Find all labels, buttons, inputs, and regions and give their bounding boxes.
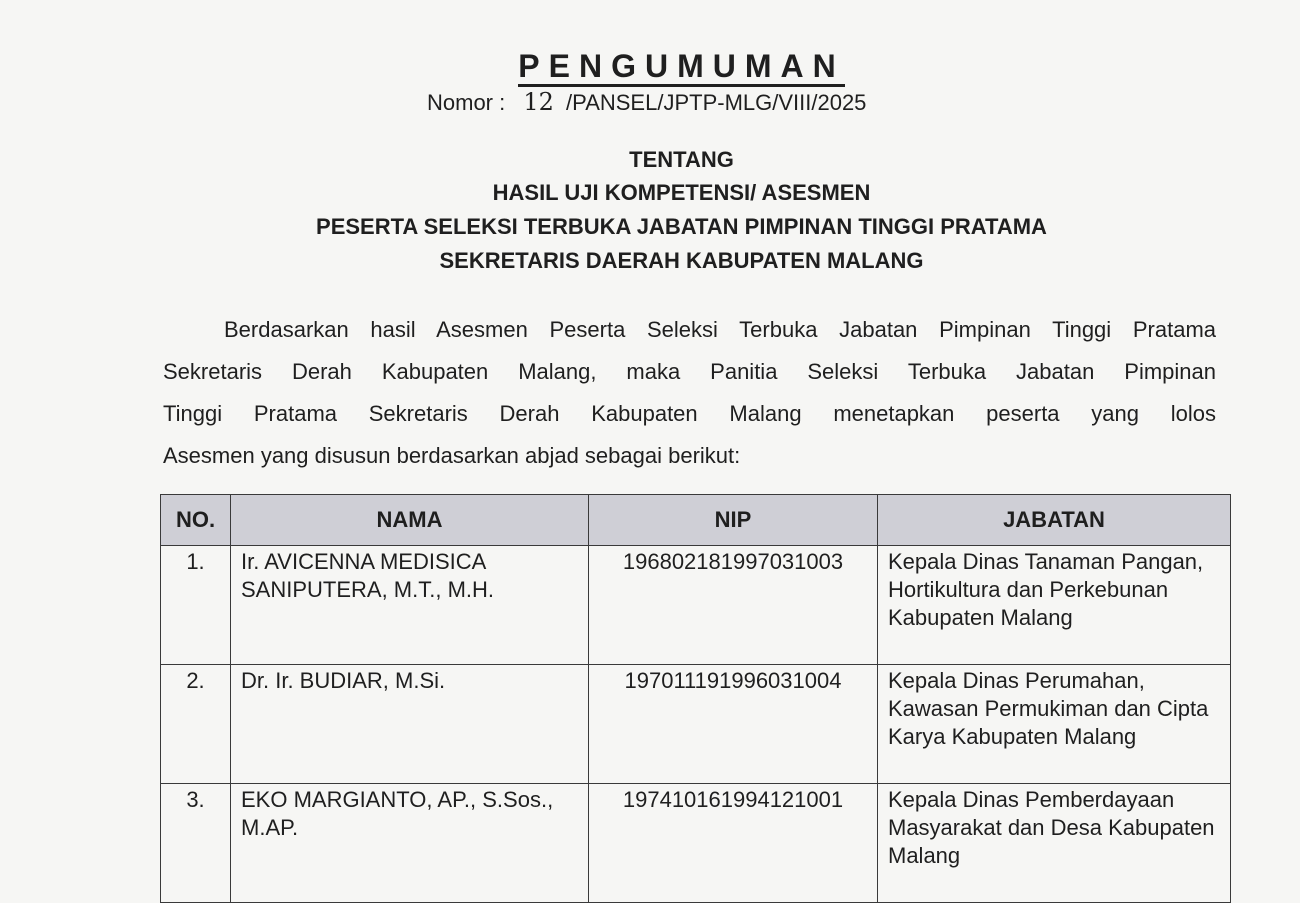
paragraph-line-1: Berdasarkan hasil Asesmen Peserta Seleksi Terbuka Jabatan Pimpinan Tinggi Pratama	[224, 317, 1216, 342]
table-header-row	[161, 495, 1231, 546]
header-no: NO.	[161, 495, 231, 546]
heading-line-1: TENTANG	[629, 147, 734, 172]
row-nama: Ir. AVICENNA MEDISICA SANIPUTERA, M.T., M.H.	[231, 546, 589, 665]
table-row	[161, 546, 1231, 665]
nomor-handwritten: 12	[523, 88, 554, 116]
paragraph-line-4: Asesmen yang disusun berdasarkan abjad sebagai berikut:	[163, 443, 741, 468]
heading-line-3: PESERTA SELEKSI TERBUKA JABATAN PIMPINAN TINGGI PRATAMA	[316, 214, 1047, 239]
row-no: 2.	[161, 665, 231, 784]
nomor-label: Nomor :	[427, 90, 506, 115]
row-nip: 197410161994121001	[589, 784, 878, 903]
header-nip: NIP	[589, 495, 878, 546]
document-number	[427, 88, 866, 117]
paragraph-line-2: Sekretaris Derah Kabupaten Malang, maka Panitia Seleksi Terbuka Jabatan Pimpinan	[163, 359, 1216, 384]
row-jabatan: Kepala Dinas Perumahan, Kawasan Permukiman dan Cipta Karya Kabupaten Malang	[878, 665, 1231, 784]
table-row	[161, 784, 1231, 903]
row-jabatan: Kepala Dinas Tanaman Pangan, Hortikultura dan Perkebunan Kabupaten Malang	[878, 546, 1231, 665]
row-no: 3.	[161, 784, 231, 903]
table-row	[161, 665, 1231, 784]
row-nama: Dr. Ir. BUDIAR, M.Si.	[231, 665, 589, 784]
header-nama: NAMA	[231, 495, 589, 546]
document-title	[0, 46, 1300, 86]
row-nama: EKO MARGIANTO, AP., S.Sos., M.AP.	[231, 784, 589, 903]
paragraph-line-3: Tinggi Pratama Sekretaris Derah Kabupaten Malang menetapkan peserta yang lolos	[163, 401, 1216, 426]
row-nip: 196802181997031003	[589, 546, 878, 665]
row-no: 1.	[161, 546, 231, 665]
nomor-suffix: /PANSEL/JPTP-MLG/VIII/2025	[566, 90, 867, 115]
heading-line-2: HASIL UJI KOMPETENSI/ ASESMEN	[492, 180, 871, 205]
heading-line-4: SEKRETARIS DAERAH KABUPATEN MALANG	[439, 248, 924, 273]
results-table	[160, 494, 1231, 903]
row-nip: 197011191996031004	[589, 665, 878, 784]
document-title-text: PENGUMUMAN	[518, 48, 844, 87]
row-jabatan: Kepala Dinas Pemberdayaan Masyarakat dan Desa Kabupaten Malang	[878, 784, 1231, 903]
header-jabatan: JABATAN	[878, 495, 1231, 546]
